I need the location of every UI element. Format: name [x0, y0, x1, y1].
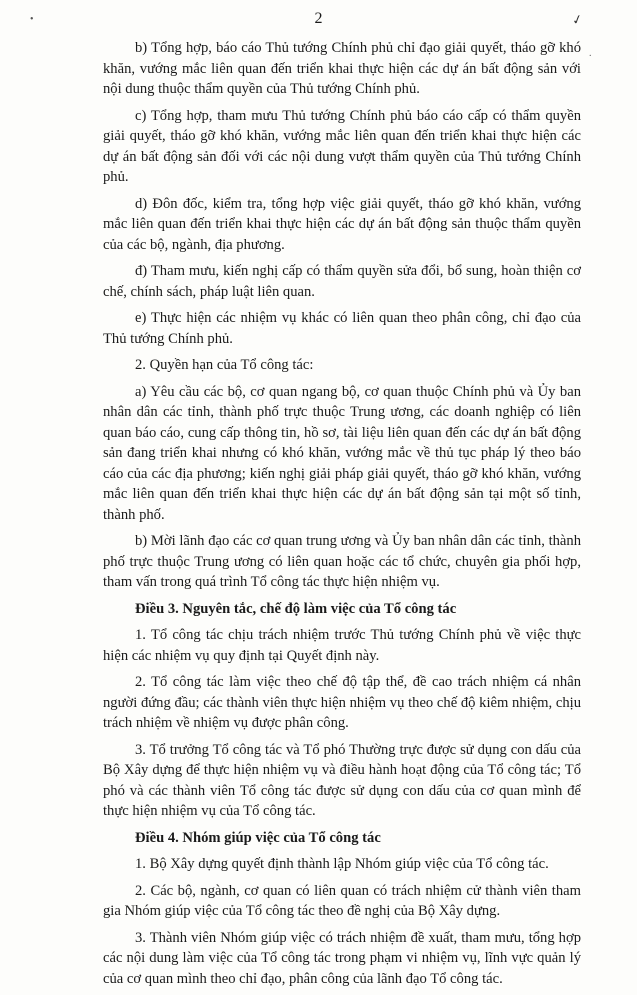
- paragraph: 3. Tổ trưởng Tổ công tác và Tổ phó Thường trực được sử dụng con dấu của Bộ Xây dựng để thực hiện nhiệm vụ và điều hành hoạt động của Tổ công tác; Tổ phó và các thành viên Tổ công tác được sử dụng con dấu của cơ quan mình để thực hiện nhiệm vụ của Tổ công tác.: [103, 741, 581, 819]
- paragraph: d) Đôn đốc, kiểm tra, tổng hợp việc giải quyết, tháo gỡ khó khăn, vướng mắc liên quan đến triển khai thực hiện các dự án bất động sản thuộc thẩm quyền của các bộ, ngành, địa phương.: [103, 195, 581, 253]
- paragraph: 2. Các bộ, ngành, cơ quan có liên quan có trách nhiệm cử thành viên tham gia Nhóm giúp việc của Tổ công tác theo đề nghị của Bộ Xây dựng.: [103, 882, 581, 919]
- margin-mark-top-right: ✓: [570, 10, 585, 29]
- paragraph: b) Tổng hợp, báo cáo Thủ tướng Chính phủ chỉ đạo giải quyết, tháo gỡ khó khăn, vướng mắc liên quan đến triển khai thực hiện các dự án bất động sản với nội dung thuộc thẩm quyền của Thủ tướng Chính phủ.: [103, 40, 581, 97]
- paragraph: b) Mời lãnh đạo các cơ quan trung ương và Ủy ban nhân dân các tỉnh, thành phố trực thuộc Trung ương có liên quan hoặc các tổ chức, chuyên gia phối hợp, tham vấn trong quá trình Tổ công tác thực hiện nhiệm vụ.: [103, 533, 581, 590]
- paragraph: c) Tổng hợp, tham mưu Thủ tướng Chính phủ báo cáo cấp có thẩm quyền giải quyết, tháo gỡ khó khăn, vướng mắc liên quan đến triển khai thực hiện các dự án bất động sản đối với các nội dung vượt thẩm quyền của Thủ tướng Chính phủ.: [103, 107, 581, 185]
- margin-mark-top-left: •: [30, 14, 34, 25]
- paragraph: 3. Thành viên Nhóm giúp việc có trách nhiệm đề xuất, tham mưu, tổng hợp các nội dung làm việc của Tổ công tác trong phạm vi nhiệm vụ, lĩnh vực quản lý của cơ quan mình theo chỉ đạo, phân công của lãnh đạo Tổ công tác.: [103, 929, 581, 987]
- page-number: 2: [314, 10, 323, 27]
- article-heading: Điều 4. Nhóm giúp việc của Tổ công tác: [135, 829, 381, 846]
- paragraph: 2. Quyền hạn của Tổ công tác:: [135, 357, 314, 373]
- paragraph: 1. Tổ công tác chịu trách nhiệm trước Thủ tướng Chính phủ về việc thực hiện các nhiệm vụ quy định tại Quyết định này.: [103, 627, 581, 664]
- article-heading: Điều 3. Nguyên tắc, chế độ làm việc của Tổ công tác: [135, 600, 457, 617]
- paragraph: 1. Bộ Xây dựng quyết định thành lập Nhóm giúp việc của Tổ công tác.: [135, 856, 549, 872]
- paragraph: đ) Tham mưu, kiến nghị cấp có thẩm quyền sửa đổi, bổ sung, hoàn thiện cơ chế, chính sách, pháp luật liên quan.: [103, 263, 581, 300]
- paragraph: e) Thực hiện các nhiệm vụ khác có liên quan theo phân công, chỉ đạo của Thủ tướng Chính phủ.: [103, 310, 581, 347]
- document-body: [103, 38, 581, 995]
- margin-mark-right: .: [589, 48, 592, 59]
- paragraph: 2. Tổ công tác làm việc theo chế độ tập thể, đề cao trách nhiệm cá nhân người đứng đầu; các thành viên thực hiện nhiệm vụ theo chế độ kiêm nhiệm, chịu trách nhiệm về nhiệm vụ được phân công.: [103, 674, 581, 731]
- paragraph: a) Yêu cầu các bộ, cơ quan ngang bộ, cơ quan thuộc Chính phủ và Ủy ban nhân dân các tỉnh, thành phố trực thuộc Trung ương, các doanh nghiệp có liên quan báo cáo, cung cấp thông tin, hồ sơ, tài liệu liên quan đến các dự án bất động sản đang triển khai nhưng có khó khăn, vướng mắc về thủ tục pháp lý theo báo cáo của các địa phương; kiến nghị giải pháp giải quyết, tháo gỡ khó khăn, vướng mắc liên quan đến triển khai thực hiện các dự án bất động sản tại một số tỉnh, thành phố.: [103, 383, 581, 523]
